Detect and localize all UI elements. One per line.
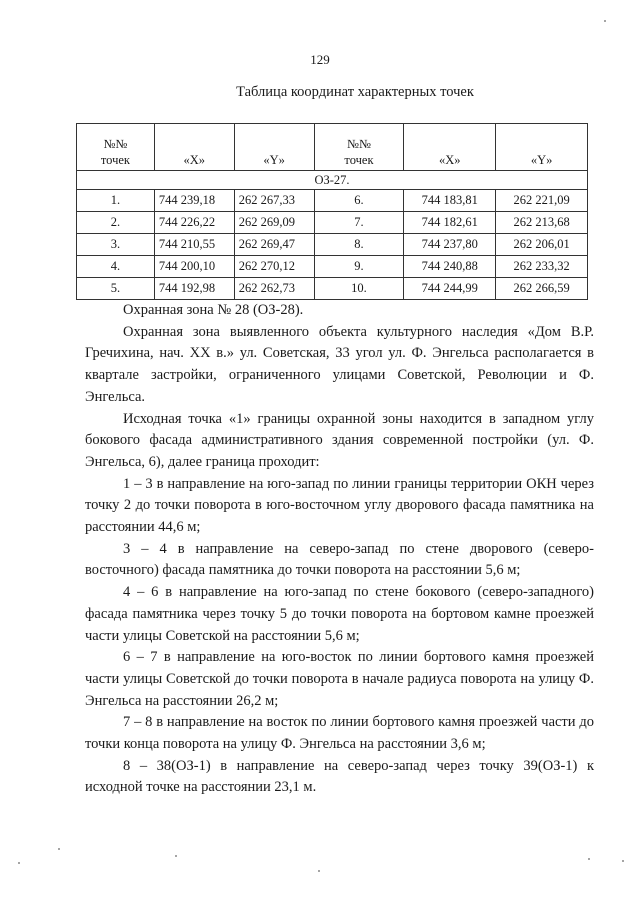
paragraph: 6 – 7 в направление на юго-восток по линии бортового камня проезжей части улицы Советской до точки поворота в начале радиуса поворота на улицу Ф. Энгельса на расстоянии 26,2 м; [85, 649, 594, 709]
scan-speck [318, 870, 320, 872]
point-number: 2. [77, 212, 155, 234]
table-header-row [77, 124, 588, 171]
table-row [77, 190, 588, 212]
scan-speck [18, 862, 20, 864]
header-x: «X» [154, 124, 234, 171]
document-body [85, 300, 594, 799]
y-value: 262 267,33 [234, 190, 314, 212]
paragraph: 4 – 6 в направление на юго-запад по стене бокового (северо-западного) фасада памятника через точку 5 до точки поворота на бортовом камне проезжей части улицы Советской на расстоянии 5,6 м; [85, 584, 594, 644]
point-number: 5. [77, 278, 155, 300]
y-value: 262 262,73 [234, 278, 314, 300]
paragraph: 1 – 3 в направление на юго-запад по линии границы территории ОКН через точку 2 до точки поворота в юго-восточном углу дворового фасада памятника на расстоянии 44,6 м; [85, 475, 594, 536]
point-number: 9. [314, 256, 404, 278]
y-value: 262 270,12 [234, 256, 314, 278]
paragraph: 3 – 4 в направление на северо-запад по стене дворового (северо-восточного) фасада памятника до точки поворота на расстоянии 5,6 м; [85, 540, 594, 579]
x-value: 744 239,18 [154, 190, 234, 212]
y-value: 262 269,47 [234, 234, 314, 256]
x-value: 744 240,88 [404, 256, 496, 278]
point-number: 6. [314, 190, 404, 212]
y-value: 262 233,32 [496, 256, 588, 278]
point-number: 1. [77, 190, 155, 212]
x-value: 744 192,98 [154, 278, 234, 300]
header-x: «X» [404, 124, 496, 171]
table-row [77, 278, 588, 300]
scan-speck [622, 860, 624, 862]
table-row [77, 256, 588, 278]
x-value: 744 183,81 [404, 190, 496, 212]
point-number: 4. [77, 256, 155, 278]
page-number: 129 [310, 52, 330, 67]
paragraph: 7 – 8 в направление на восток по линии бортового камня проезжей части до точки конца поворота на улицу Ф. Энгельса на расстоянии 3,6 м; [85, 714, 594, 753]
zone-label: ОЗ-27. [77, 171, 588, 190]
point-number: 3. [77, 234, 155, 256]
scan-speck [604, 20, 606, 22]
y-value: 262 206,01 [496, 234, 588, 256]
table-title: Таблица координат характерных точек [236, 84, 474, 100]
x-value: 744 226,22 [154, 212, 234, 234]
x-value: 744 244,99 [404, 278, 496, 300]
scan-speck [58, 848, 60, 850]
scan-speck [175, 855, 177, 857]
point-number: 8. [314, 234, 404, 256]
section-heading: Охранная зона № 28 (ОЗ-28). [123, 302, 304, 318]
point-number: 7. [314, 212, 404, 234]
x-value: 744 200,10 [154, 256, 234, 278]
paragraph: Исходная точка «1» границы охранной зоны находится в западном углу бокового фасада административного здания современной постройки (ул. Ф. Энгельса, 6), далее граница проходит: [85, 410, 594, 470]
y-value: 262 269,09 [234, 212, 314, 234]
table-row [77, 212, 588, 234]
header-point-number: №№ точек [314, 124, 404, 171]
header-y: «Y» [496, 124, 588, 171]
y-value: 262 213,68 [496, 212, 588, 234]
y-value: 262 221,09 [496, 190, 588, 212]
zone-label-row [77, 171, 588, 190]
header-point-number: №№ точек [77, 124, 155, 171]
header-y: «Y» [234, 124, 314, 171]
x-value: 744 210,55 [154, 234, 234, 256]
scan-speck [588, 858, 590, 860]
paragraph: Охранная зона выявленного объекта культурного наследия «Дом В.Р. Гречихина, нач. XX в.» ул. Советская, 33 угол ул. Ф. Энгельса располагается в квартале застройки, ограниченного улицами Советской, Революции и Ф. Энгельса. [85, 323, 594, 405]
point-number: 10. [314, 278, 404, 300]
x-value: 744 182,61 [404, 212, 496, 234]
x-value: 744 237,80 [404, 234, 496, 256]
coordinates-table [76, 123, 588, 300]
paragraph: 8 – 38(ОЗ-1) в направление на северо-запад через точку 39(ОЗ-1) к исходной точке на расстоянии 23,1 м. [85, 757, 594, 796]
table-row [77, 234, 588, 256]
y-value: 262 266,59 [496, 278, 588, 300]
